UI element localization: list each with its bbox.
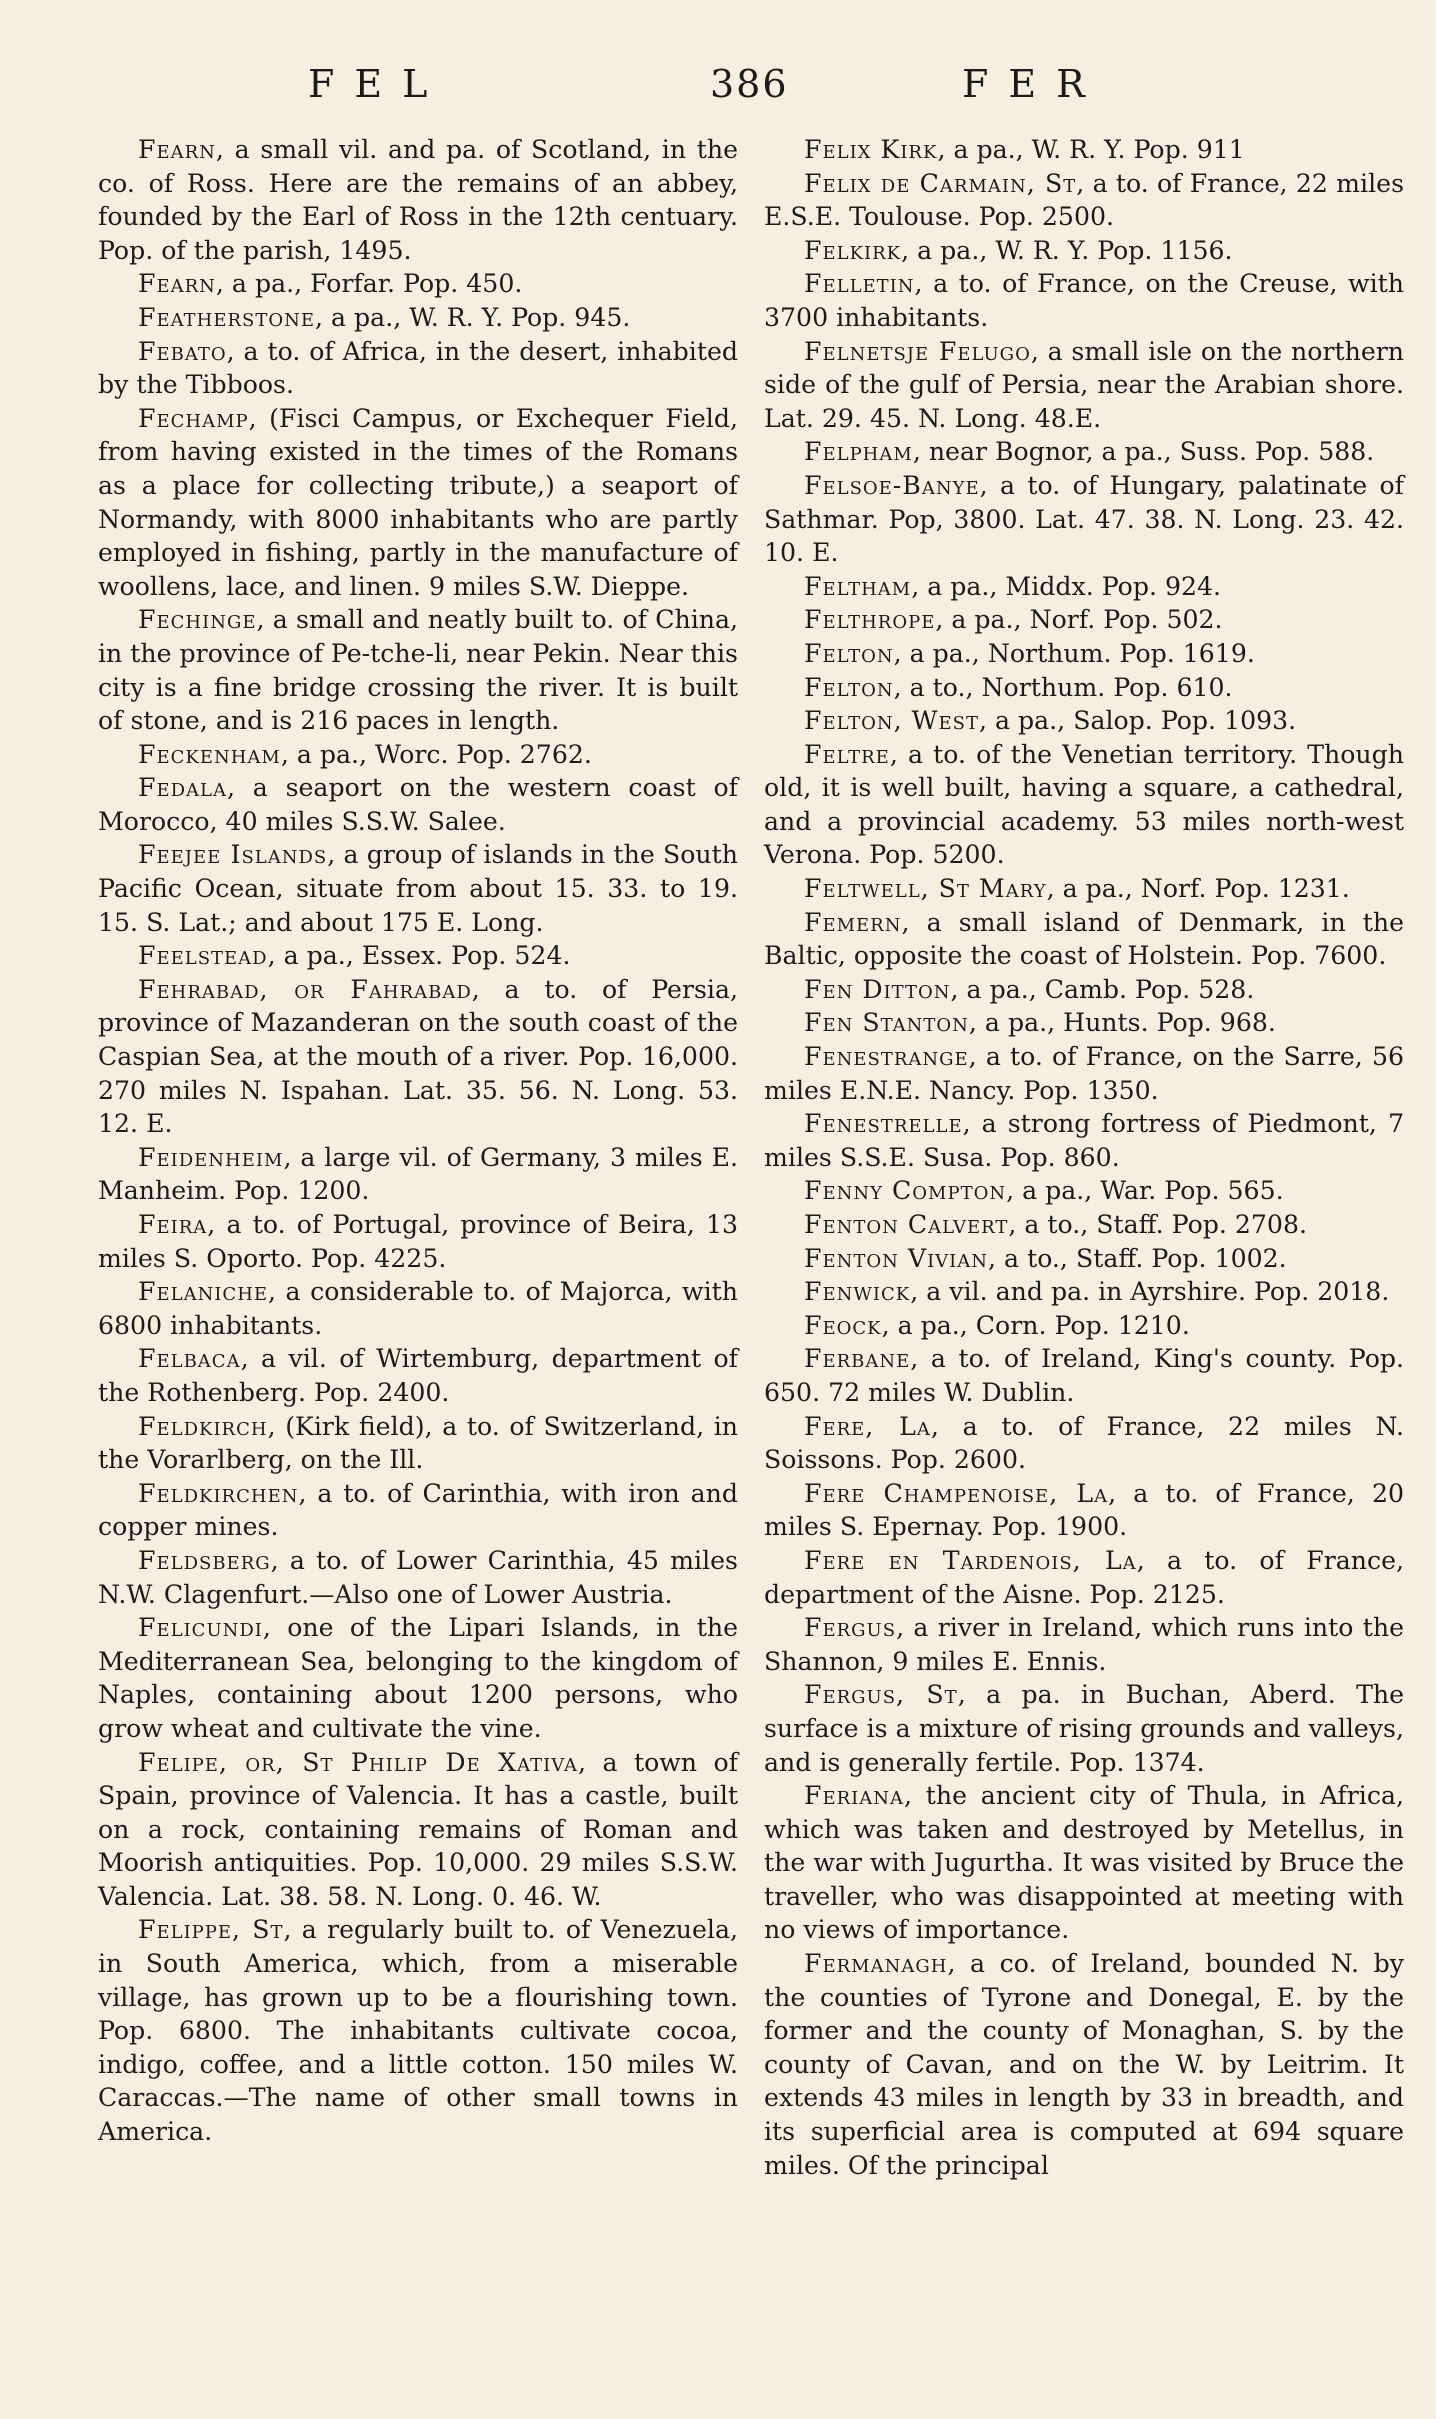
gazetteer-entry <box>98 973 738 1141</box>
entry-text: , a pa., Hunts. Pop. 968. <box>968 1008 1276 1038</box>
entry-headword: Ferbane <box>804 1344 911 1374</box>
gazetteer-entry <box>764 872 1404 906</box>
entry-text: , a pa., W. R. Y. Pop. 945. <box>315 302 631 332</box>
entry-headword: Feldkirch <box>138 1411 268 1441</box>
gazetteer-entry <box>98 1275 738 1342</box>
entry-text: , a to., Staff. Pop. 1002. <box>988 1243 1287 1273</box>
gazetteer-entry <box>98 1913 738 2148</box>
entry-text: , one of the Lipari Islands, in the Mediterranean Sea, belonging to the kingdom of Naples, containing about 1200 persons, who grow wheat and cultivate the vine. <box>98 1613 738 1743</box>
entry-text: , a seaport on the western coast of Morocco, 40 miles S.S.W. Salee. <box>98 773 738 836</box>
gazetteer-entry <box>98 1410 738 1477</box>
gazetteer-entry <box>764 1242 1404 1276</box>
entry-headword: Felletin <box>804 269 915 299</box>
gazetteer-entry <box>764 1410 1404 1477</box>
entry-headword: Felpham <box>804 437 913 467</box>
gazetteer-entry <box>764 973 1404 1007</box>
entry-headword: Femern <box>804 907 902 937</box>
entry-text: , a pa., W. R. Y. Pop. 911 <box>937 135 1245 164</box>
entry-headword: Feckenham <box>138 739 281 769</box>
entry-text: , a to. of France, 20 miles S. Epernay. Pop. 1900. <box>764 1478 1404 1542</box>
entry-headword: Featherstone <box>138 302 316 332</box>
entry-text: , a to. of Ireland, King's county. Pop. 650. 72 miles W. Dublin. <box>764 1344 1404 1407</box>
page-number: 386 <box>710 62 789 106</box>
gazetteer-entry <box>764 133 1404 167</box>
gazetteer-entry <box>764 469 1404 570</box>
entry-text: , a small island of Denmark, in the Baltic, opposite the coast of Holstein. Pop. 7600. <box>764 907 1404 971</box>
entry-text: , a pa., Salop. Pop. 1093. <box>979 706 1297 736</box>
entry-headword: Fenton Calvert <box>804 1210 1009 1239</box>
gazetteer-entry <box>98 335 738 402</box>
gazetteer-entry <box>764 603 1404 637</box>
gazetteer-entry <box>764 1107 1404 1174</box>
entry-headword: Felton <box>804 638 894 668</box>
running-header <box>90 62 1390 122</box>
gazetteer-entry <box>764 435 1404 469</box>
entry-headword: Fechamp <box>138 403 249 433</box>
entry-headword: Felaniche <box>138 1277 269 1307</box>
entry-headword: Felix de Carmain, St <box>804 168 1077 198</box>
gazetteer-entry <box>98 603 738 737</box>
gazetteer-entry <box>764 1275 1404 1309</box>
entry-headword: Fere, La <box>804 1411 931 1441</box>
gazetteer-entry <box>764 267 1404 334</box>
entry-headword: Felkirk <box>804 235 902 265</box>
entry-text: , a to. of France, on the Sarre, 56 miles E.N.E. Nancy. Pop. 1350. <box>764 1042 1404 1105</box>
gazetteer-entry <box>764 1006 1404 1040</box>
entry-text: , a to. of Hungary, palatinate of Sathmar. Pop, 3800. Lat. 47. 38. N. Long. 23. 42. 10. E. <box>764 470 1404 568</box>
entry-text: , a to. of France, 22 miles E.S.E. Toulouse. Pop. 2500. <box>764 168 1404 232</box>
entry-text: , a to. of Carinthia, with iron and copper mines. <box>98 1478 738 1542</box>
entry-headword: Feidenheim <box>138 1142 284 1172</box>
gazetteer-entry <box>764 637 1404 671</box>
entry-headword: Fermanagh <box>804 1949 948 1979</box>
entry-headword: Fergus, St <box>804 1680 958 1710</box>
entry-headword: Felnetsje Felugo <box>804 336 1031 366</box>
entry-headword: Fenwick <box>804 1277 911 1307</box>
gazetteer-entry <box>98 939 738 973</box>
gazetteer-entry <box>98 402 738 604</box>
entry-text: , a small and neatly built to. of China, in the province of Pe-tche-li, near Pekin. Near this city is a fine bridge crossing the river. It is built of stone, and is 216 paces in length. <box>98 605 738 736</box>
gazetteer-entry <box>98 1746 738 1914</box>
gazetteer-entry <box>764 167 1404 234</box>
entry-headword: Fen Ditton <box>804 974 951 1004</box>
gazetteer-entry <box>98 738 738 772</box>
entry-headword: Felippe, St <box>138 1915 284 1945</box>
entry-headword: Feldsberg <box>138 1545 271 1575</box>
entry-text: , (Fisci Campus, or Exchequer Field, from having existed in the times of the Romans as a place for collecting tribute,) a seaport of Normandy, with 8000 inhabitants who are partly employed in fishing, partly in the manufacture of woollens, lace, and linen. 9 miles S.W. Dieppe. <box>98 403 738 601</box>
entry-headword: Feriana <box>804 1781 905 1811</box>
gazetteer-entry <box>98 771 738 838</box>
gazetteer-entry <box>764 1309 1404 1343</box>
gazetteer-entry <box>764 1174 1404 1208</box>
entry-text: , a small vil. and pa. of Scotland, in the co. of Ross. Here are the remains of an abbey, founded by the Earl of Ross in the 12th centuary. Pop. of the parish, 1495. <box>98 135 738 265</box>
header-left-guide-word: FEL <box>308 62 448 106</box>
entry-text: , a to. of the Venetian territory. Though old, it is well built, having a square, a cathedral, and a provincial academy. 53 miles north-west Verona. Pop. 5200. <box>764 739 1404 870</box>
entry-text: , a pa., Worc. Pop. 2762. <box>280 739 592 769</box>
entry-headword: Fenestrange <box>804 1042 969 1072</box>
gazetteer-entry <box>764 1611 1404 1678</box>
gazetteer-entry <box>764 1208 1404 1242</box>
gazetteer-entry <box>764 1040 1404 1107</box>
gazetteer-entry <box>98 1611 738 1745</box>
entry-headword: Fenny Compton <box>804 1176 1007 1206</box>
entry-text: , a pa., Northum. Pop. 1619. <box>893 638 1255 668</box>
entry-text: , a strong fortress of Piedmont, 7 miles S.S.E. Susa. Pop. 860. <box>764 1109 1404 1172</box>
entry-headword: Fen Stanton <box>804 1008 969 1038</box>
entry-text: , a pa., Forfar. Pop. 450. <box>215 269 523 299</box>
entry-text: , a regularly built to. of Venezuela, in South America, which, from a miserable village, has grown up to be a flourishing town. Pop. 6800. The inhabitants cultivate cocoa, indigo, coffee, and a little cotton. 150 miles W. Caraccas.—The name of other small towns in America. <box>98 1915 738 2147</box>
gazetteer-entry <box>764 1779 1404 1947</box>
gazetteer-entry <box>764 234 1404 268</box>
entry-text: , a to. of Africa, in the desert, inhabited by the Tibboos. <box>98 336 738 400</box>
entry-headword: Feock <box>804 1310 882 1340</box>
left-column <box>98 133 738 2149</box>
entry-text: , (Kirk field), a to. of Switzerland, in the Vorarlberg, on the Ill. <box>98 1411 738 1475</box>
entry-headword: Felsoe-Banye <box>804 470 980 500</box>
entry-text: , a river in Ireland, which runs into the Shannon, 9 miles E. Ennis. <box>764 1613 1404 1676</box>
gazetteer-entry <box>98 133 738 267</box>
entry-headword: Fearn <box>138 269 216 299</box>
gazetteer-entry <box>98 1477 738 1544</box>
entry-text: , near Bognor, a pa., Suss. Pop. 588. <box>912 437 1375 467</box>
entry-text: , a pa., Essex. Pop. 524. <box>267 941 571 971</box>
entry-text: , a pa., Corn. Pop. 1210. <box>881 1310 1190 1340</box>
entry-text: , a pa., War. Pop. 565. <box>1006 1176 1284 1206</box>
gazetteer-entry <box>98 267 738 301</box>
entry-headword: Felton, West <box>804 706 979 736</box>
entry-text: , a group of islands in the South Pacific Ocean, situate from about 15. 33. to 19. 15. S. Lat.; and about 175 E. Long. <box>98 840 738 937</box>
entry-text: , a pa., Norf. Pop. 1231. <box>1046 874 1350 904</box>
entry-text: , a co. of Ireland, bounded N. by the counties of Tyrone and Donegal, E. by the former and the county of Monaghan, S. by the county of Cavan, and on the W. by Leitrim. It extends 43 miles in length by 33 in breadth, and its superficial area is computed at 694 square miles. Of the principal <box>764 1949 1404 2180</box>
entry-headword: Fenestrelle <box>804 1109 963 1139</box>
entry-text: , a to. of Lower Carinthia, 45 miles N.W. Clagenfurt.—Also one of Lower Austria. <box>98 1545 738 1609</box>
entry-headword: Felton <box>804 672 894 702</box>
right-column <box>764 133 1404 2182</box>
entry-text: , a small isle on the northern side of the gulf of Persia, near the Arabian shore. Lat. 29. 45. N. Long. 48.E. <box>764 336 1404 433</box>
entry-text: , a large vil. of Germany, 3 miles E. Manheim. Pop. 1200. <box>98 1142 738 1206</box>
entry-text: , a to. of France, department of the Aisne. Pop. 2125. <box>764 1545 1404 1609</box>
entry-headword: Feelstead <box>138 941 268 971</box>
entry-headword: Feejee Islands <box>138 840 328 870</box>
gazetteer-entry <box>764 671 1404 705</box>
gazetteer-entry <box>98 1141 738 1208</box>
gazetteer-entry <box>764 1342 1404 1409</box>
gazetteer-entry <box>98 838 738 939</box>
entry-text: , a to., Northum. Pop. 610. <box>893 672 1233 702</box>
gazetteer-entry <box>764 1678 1404 1779</box>
entry-text: , a to. of France, 22 miles N. Soissons. Pop. 2600. <box>764 1411 1404 1475</box>
entry-text: , a pa., Norf. Pop. 502. <box>935 605 1223 635</box>
entry-headword: Febato <box>138 336 227 366</box>
header-right-guide-word: FER <box>962 62 1105 106</box>
entry-text: , a vil. of Wirtemburg, department of the Rothenberg. Pop. 2400. <box>98 1344 738 1407</box>
entry-text: , a to. of France, on the Creuse, with 3700 inhabitants. <box>764 269 1404 332</box>
gazetteer-entry <box>98 1342 738 1409</box>
entry-text: , a town of Spain, province of Valencia. It has a castle, built on a rock, containing remains of Roman and Moorish antiquities. Pop. 10,000. 29 miles S.S.W. Valencia. Lat. 38. 58. N. Long. 0. 46. W. <box>98 1747 738 1911</box>
entry-text: , a pa., Camb. Pop. 528. <box>950 974 1255 1004</box>
entry-headword: Fere Champenoise, La <box>804 1478 1109 1508</box>
gazetteer-entry <box>98 301 738 335</box>
entry-headword: Feltham <box>804 571 912 601</box>
entry-text: , a vil. and pa. in Ayrshire. Pop. 2018. <box>910 1277 1390 1307</box>
entry-headword: Fedala <box>138 773 227 803</box>
entry-text: , the ancient city of Thula, in Africa, which was taken and destroyed by Metellus, in the war with Jugurtha. It was visited by Bruce the traveller, who was disappointed at meeting with no views of importance. <box>764 1781 1404 1945</box>
gazetteer-entry <box>764 1544 1404 1611</box>
entry-headword: Fergus <box>804 1613 897 1643</box>
entry-headword: Fenton Vivian <box>804 1243 989 1273</box>
entry-text: , a pa. in Buchan, Aberd. The surface is a mixture of rising grounds and valleys, and is generally fertile. Pop. 1374. <box>764 1680 1405 1777</box>
entry-headword: Felipe, or, St Philip De Xativa <box>138 1747 578 1777</box>
entry-text: , a pa., Middx. Pop. 924. <box>911 571 1222 601</box>
entry-text: , a to., Staff. Pop. 2708. <box>1008 1210 1307 1239</box>
entry-headword: Feira <box>138 1210 208 1239</box>
gazetteer-entry <box>764 1477 1404 1544</box>
entry-headword: Felix Kirk <box>804 135 938 164</box>
gazetteer-entry <box>98 1208 738 1275</box>
entry-headword: Feldkirchen <box>138 1478 299 1508</box>
entry-headword: Fechinge <box>138 605 257 635</box>
entry-text: , a considerable to. of Majorca, with 6800 inhabitants. <box>98 1277 738 1340</box>
gazetteer-entry <box>764 1947 1404 2182</box>
gazetteer-entry <box>764 738 1404 872</box>
entry-headword: Felthrope <box>804 605 936 635</box>
entry-headword: Fearn <box>138 135 216 164</box>
gazetteer-entry <box>764 335 1404 436</box>
entry-headword: Feltre <box>804 739 890 769</box>
entry-headword: Fere en Tardenois, La <box>804 1545 1137 1575</box>
entry-headword: Fehrabad, or Fahrabad <box>138 974 472 1004</box>
gazetteer-entry <box>764 906 1404 973</box>
gazetteer-entry <box>764 704 1404 738</box>
entry-headword: Felicundi <box>138 1613 263 1643</box>
gazetteer-entry <box>98 1544 738 1611</box>
entry-text: , a to. of Persia, province of Mazanderan on the south coast of the Caspian Sea, at the mouth of a river. Pop. 16,000. 270 miles N. Ispahan. Lat. 35. 56. N. Long. 53. 12. E. <box>98 974 738 1139</box>
entry-text: , a pa., W. R. Y. Pop. 1156. <box>901 235 1233 265</box>
entry-text: , a to. of Portugal, province of Beira, 13 miles S. Oporto. Pop. 4225. <box>98 1210 738 1273</box>
entry-headword: Feltwell, St Mary <box>804 874 1047 904</box>
gazetteer-entry <box>764 570 1404 604</box>
entry-headword: Felbaca <box>138 1344 241 1374</box>
